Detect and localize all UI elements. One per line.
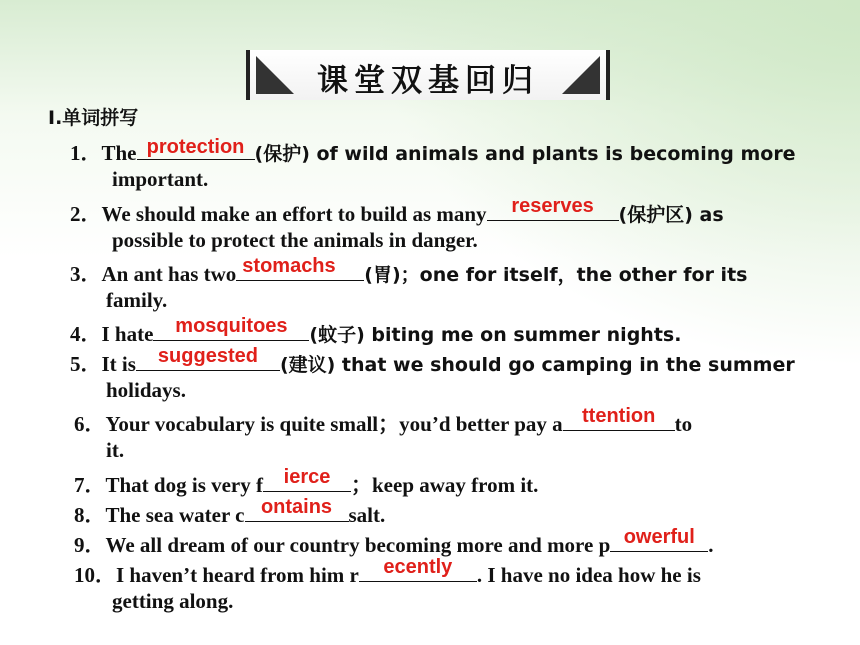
question-number: 3． [70, 262, 102, 286]
question-text: (胃)；one for itself，the other for its [364, 264, 748, 286]
answer-blank [245, 496, 349, 522]
answer-text: suggested [157, 345, 258, 367]
question-4 [70, 315, 682, 348]
answer-text: mosquitoes [175, 315, 288, 337]
question-number: 2． [70, 202, 102, 226]
question-text: I haven’t heard from him r [116, 563, 359, 587]
question-text: The [101, 141, 137, 165]
question-text: We should make an effort to build as many [101, 202, 487, 226]
answer-text: reserves [511, 195, 594, 217]
answer-text: ontains [260, 496, 333, 518]
question-number: 9． [74, 533, 106, 557]
answer-text: ierce [283, 466, 331, 488]
question-text: It is [101, 352, 136, 376]
question-number: 6． [74, 412, 106, 436]
question-text: ；keep away from it. [351, 473, 539, 497]
question-5-continued: holidays. [106, 378, 186, 402]
question-1 [70, 137, 796, 167]
question-number: 4． [70, 322, 102, 346]
question-text: . I have no idea how he is [476, 563, 701, 587]
answer-blank [359, 556, 477, 582]
answer-blank [610, 526, 708, 552]
answer-text: protection [146, 136, 245, 158]
question-number: 8． [74, 503, 106, 527]
question-3 [70, 255, 748, 288]
question-3-continued: family. [106, 288, 168, 312]
question-text: . [708, 533, 714, 557]
question-text: We all dream of our country becoming more and more p [105, 533, 611, 557]
question-number: 5． [70, 352, 102, 376]
question-number: 7． [74, 473, 106, 497]
question-text: The sea water c [105, 503, 245, 527]
question-number: 1． [70, 141, 102, 165]
answer-text: stomachs [242, 255, 336, 277]
answer-blank [137, 136, 255, 160]
question-10 [74, 556, 701, 589]
answer-blank [263, 466, 351, 492]
answer-blank [236, 255, 364, 281]
question-6 [74, 405, 693, 438]
question-text: to [674, 412, 693, 436]
question-text: I hate [101, 322, 154, 346]
answer-blank [487, 195, 619, 221]
question-text: (蚊子) biting me on summer nights. [309, 324, 682, 346]
page-title: 课堂双基回归 [317, 63, 539, 99]
question-text: Your vocabulary is quite small；you’d better pay a [105, 412, 563, 436]
answer-text: ttention [582, 405, 656, 427]
question-1-continued: important. [112, 167, 209, 191]
question-8 [74, 496, 386, 529]
answer-text: ecently [383, 556, 453, 578]
question-text: That dog is very f [105, 473, 263, 497]
question-text: (保护) of wild animals and plants is becoming more [254, 143, 796, 165]
question-10-continued: getting along. [112, 589, 234, 613]
question-7 [74, 466, 539, 499]
section-heading: Ⅰ.单词拼写 [48, 107, 139, 129]
answer-blank [153, 315, 309, 341]
answer-blank [136, 345, 280, 371]
question-text: An ant has two [101, 262, 237, 286]
answer-blank [563, 405, 675, 431]
question-5 [70, 345, 795, 378]
question-6-continued: it. [106, 438, 125, 462]
answer-text: owerful [623, 526, 695, 548]
question-2-continued: possible to protect the animals in danger. [112, 228, 478, 252]
question-9 [74, 526, 714, 559]
question-2 [70, 195, 724, 228]
question-number: 10． [74, 563, 116, 587]
title-banner [246, 50, 610, 100]
question-text: salt. [348, 503, 386, 527]
question-text: (保护区) as [618, 204, 724, 226]
question-text: (建议) that we should go camping in the summer [279, 354, 795, 376]
